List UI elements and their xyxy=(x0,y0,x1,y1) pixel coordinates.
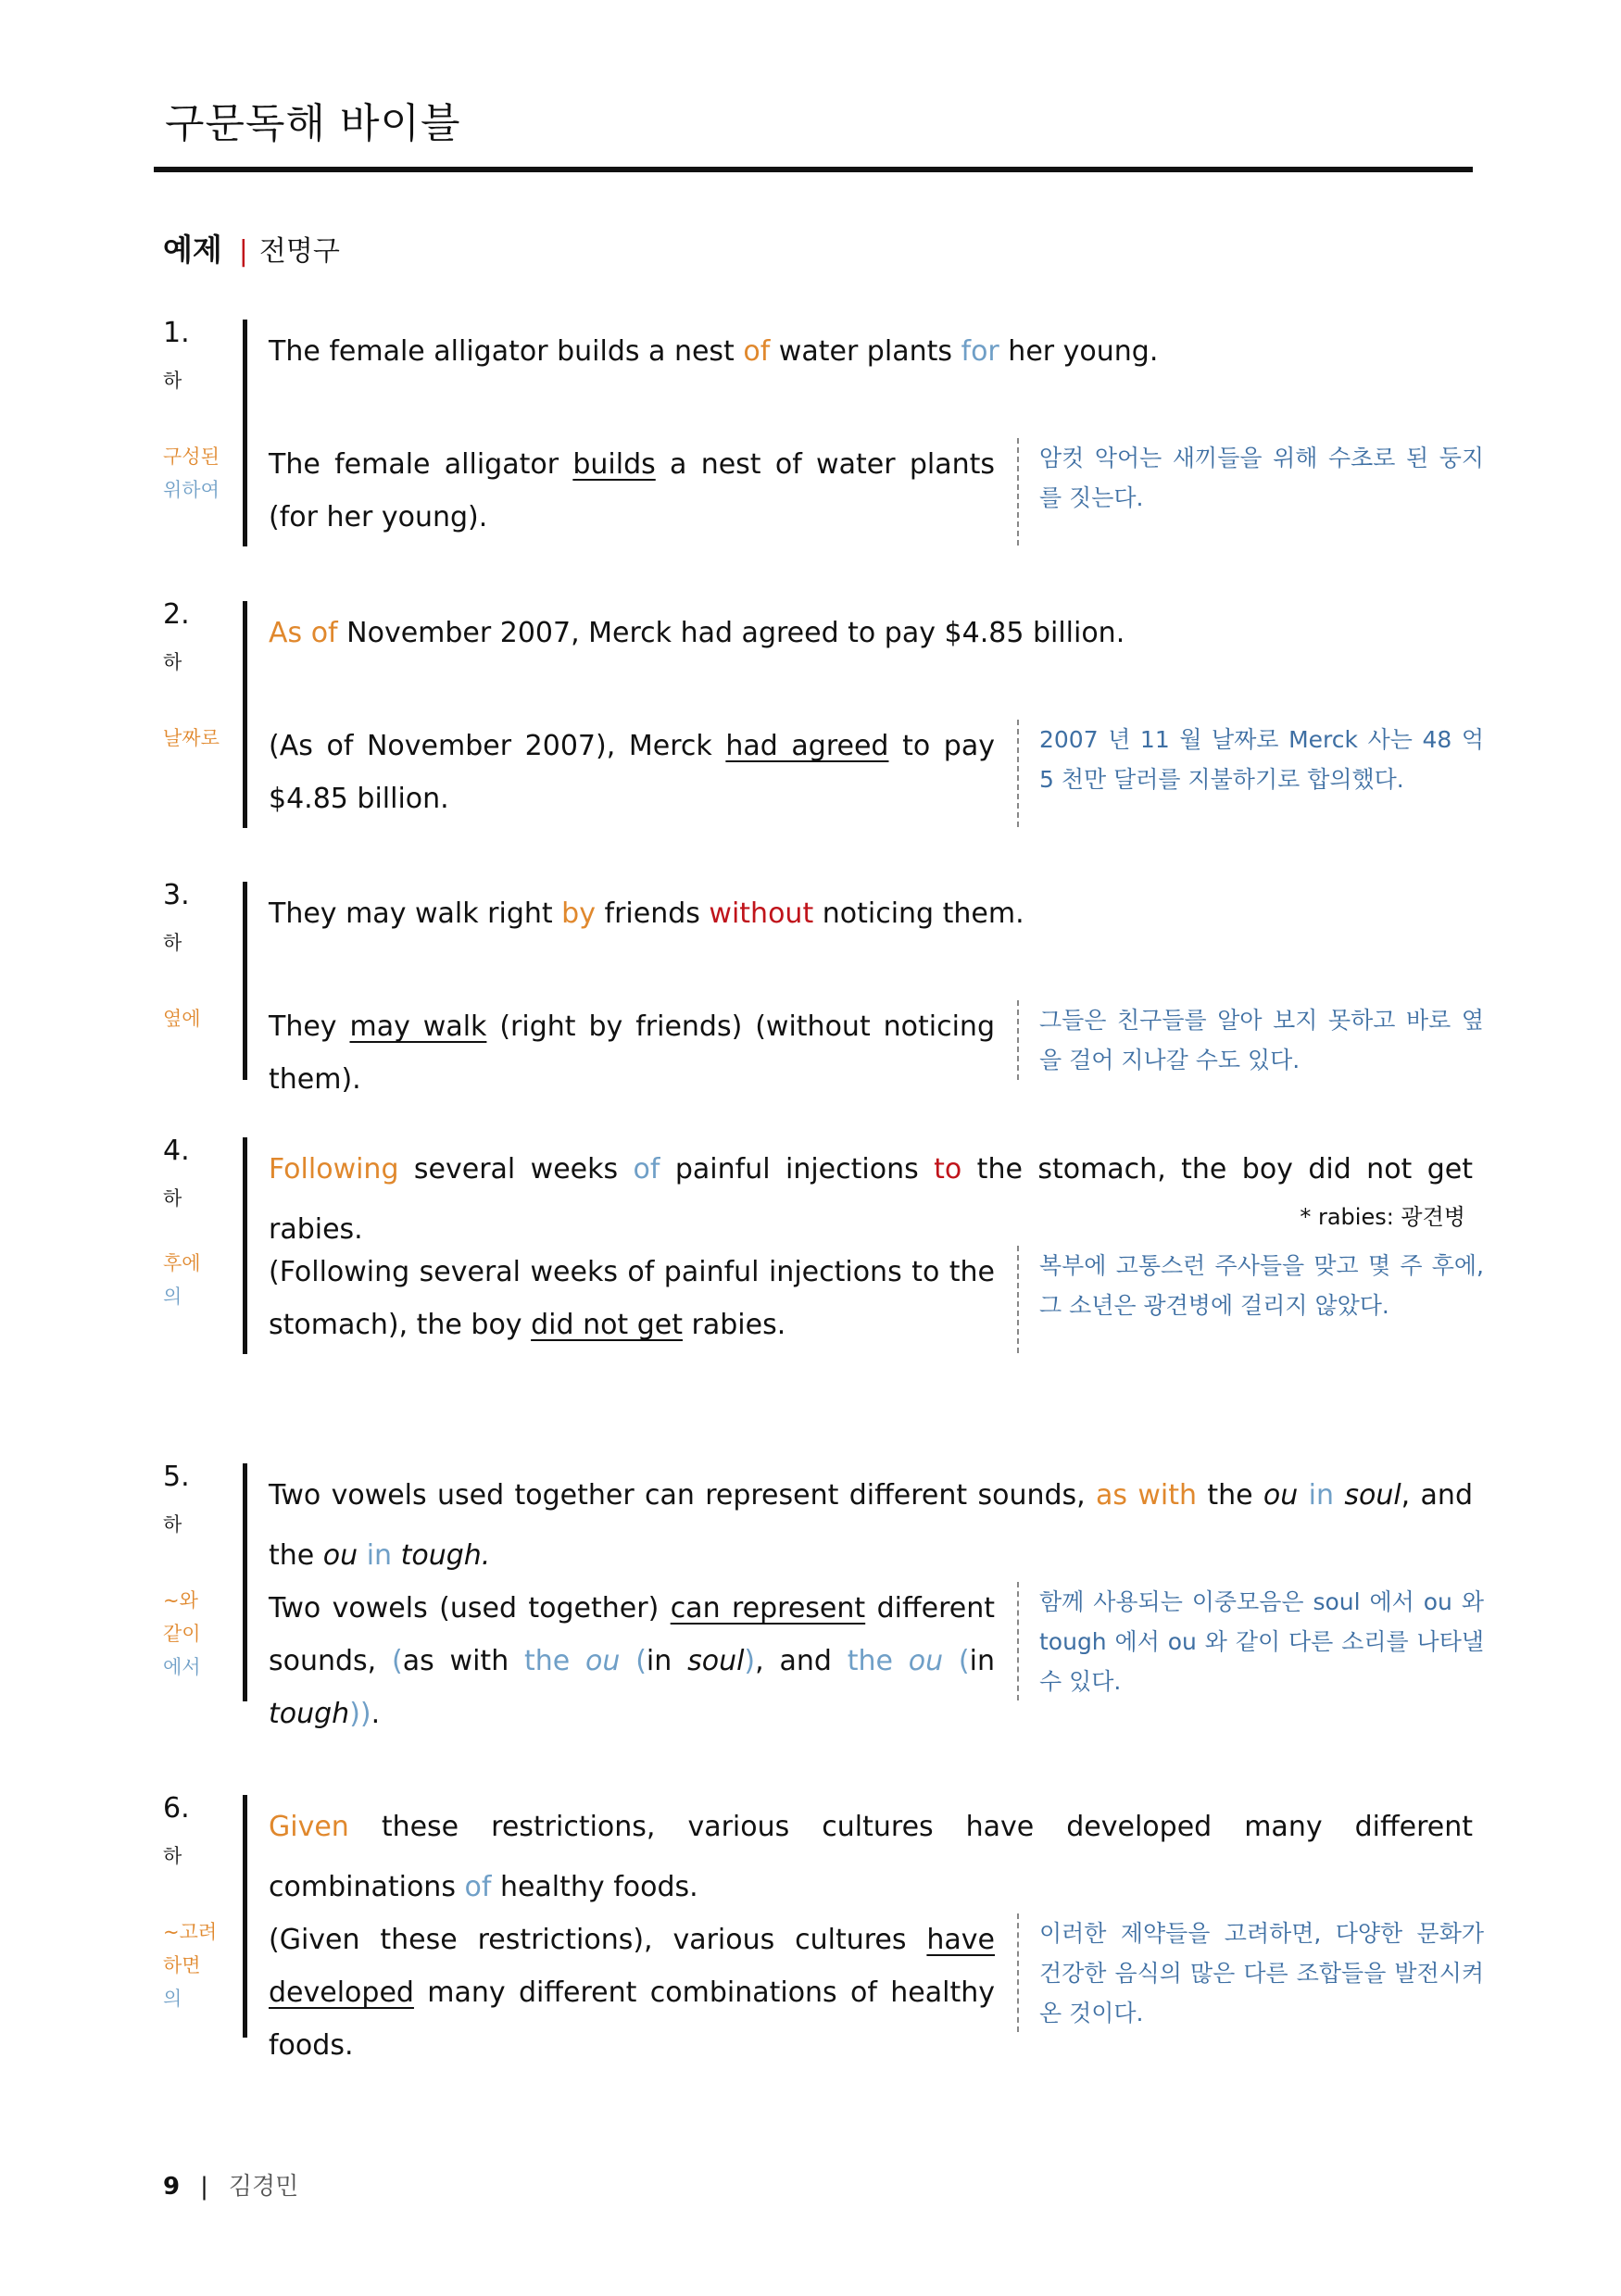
text-segment: the xyxy=(1197,1479,1263,1512)
text-segment: friends xyxy=(595,897,710,930)
item-number: 6. xyxy=(163,1792,190,1825)
sentence-analysis xyxy=(269,438,995,544)
example-item xyxy=(163,1135,1484,1354)
gloss-line: ~고려 xyxy=(163,1921,218,1943)
gloss-notes xyxy=(163,1002,228,1035)
section-subtitle: 전명구 xyxy=(258,235,340,268)
item-bar xyxy=(243,1795,247,2038)
highlighted-word: in xyxy=(1298,1479,1334,1512)
text-segment: ou xyxy=(322,1539,358,1572)
text-segment: , and xyxy=(755,1645,848,1677)
example-item xyxy=(163,1792,1484,2062)
text-segment: They may walk right xyxy=(269,897,562,930)
original-sentence xyxy=(269,1797,1473,1917)
korean-translation: 이러한 제약들을 고려하면, 다양한 문화가 건강한 음식의 많은 다른 조합들을 발전시켜 온 것이다. xyxy=(1017,1913,1484,2032)
page-footer xyxy=(163,2167,298,2202)
sentence-analysis xyxy=(269,1000,995,1106)
text-segment: the stomach, the boy did not get rabies. xyxy=(269,1153,1473,1246)
highlighted-word: of xyxy=(464,1871,492,1903)
gloss-line: 같이 xyxy=(163,1623,201,1645)
gloss-line: 옆에 xyxy=(163,1008,201,1030)
gloss-line: 후에 xyxy=(163,1252,201,1274)
text-segment: a nest of water plants (for her young). xyxy=(269,448,995,533)
item-number-column xyxy=(163,598,237,675)
text-segment: (Following several weeks of painful injections to the stomach), the boy xyxy=(269,1256,995,1341)
underlined-verb: did not get xyxy=(531,1309,683,1341)
gloss-notes xyxy=(163,1915,228,2015)
underlined-verb: may walk xyxy=(349,1010,487,1043)
highlighted-word: ou xyxy=(585,1645,621,1677)
difficulty-level: 하 xyxy=(163,932,182,954)
text-segment: in xyxy=(969,1645,995,1677)
korean-translation: 암컷 악어는 새끼들을 위해 수초로 된 둥지를 짓는다. xyxy=(1017,438,1484,546)
text-segment: water plants xyxy=(770,335,961,368)
gloss-notes xyxy=(163,1584,228,1684)
highlighted-word: ( xyxy=(392,1645,403,1677)
text-segment: (Given these restrictions), various cultures xyxy=(269,1924,927,1956)
item-bar xyxy=(243,320,247,546)
item-bar xyxy=(243,882,247,1080)
highlighted-word: Following xyxy=(269,1153,399,1186)
gloss-line: 구성된 xyxy=(163,445,220,468)
highlighted-word: of xyxy=(633,1153,660,1186)
text-segment: rabies. xyxy=(683,1309,786,1341)
item-bar xyxy=(243,601,247,828)
footer-divider: | xyxy=(200,2173,208,2201)
gloss-line: 하면 xyxy=(163,1954,201,1976)
page-number: 9 xyxy=(163,2173,181,2201)
highlighted-word: to xyxy=(934,1153,962,1186)
example-item xyxy=(163,598,1484,828)
text-segment: healthy foods. xyxy=(491,1871,698,1903)
highlighted-word: of xyxy=(743,335,771,368)
sentence-analysis xyxy=(269,720,995,825)
sentence-analysis xyxy=(269,1246,995,1351)
text-segment: in xyxy=(646,1645,688,1677)
highlighted-word: Given xyxy=(269,1811,349,1843)
text-segment: soul xyxy=(687,1645,745,1677)
author-name: 김경민 xyxy=(228,2173,299,2201)
text-segment: , and the xyxy=(269,1479,1473,1572)
gloss-line: ~와 xyxy=(163,1589,198,1612)
highlighted-word: in xyxy=(358,1539,393,1572)
highlighted-word: )) xyxy=(349,1698,371,1730)
item-number: 3. xyxy=(163,879,190,911)
text-segment: Two vowels (used together) xyxy=(269,1592,671,1625)
difficulty-level: 하 xyxy=(163,1187,182,1210)
underlined-verb: can represent xyxy=(670,1592,866,1625)
text-segment: tough xyxy=(269,1698,350,1730)
text-segment: tough. xyxy=(400,1539,491,1572)
original-sentence xyxy=(269,603,1473,663)
text-segment: as with xyxy=(402,1645,525,1677)
text-segment: The female alligator xyxy=(269,448,573,481)
item-number-column xyxy=(163,1463,237,1537)
underlined-verb: had agreed xyxy=(725,730,889,762)
item-number: 2. xyxy=(163,598,190,631)
text-segment: painful injections xyxy=(660,1153,935,1186)
gloss-line: 의 xyxy=(163,1286,182,1308)
book-title: 구문독해 바이블 xyxy=(165,100,461,147)
example-item xyxy=(163,879,1484,1096)
text-segment: many different combinations of healthy foods. xyxy=(269,1976,995,2062)
highlighted-word: without xyxy=(709,897,814,930)
text-segment: . xyxy=(371,1698,381,1730)
text-segment: her young. xyxy=(999,335,1159,368)
example-item xyxy=(163,1461,1484,1730)
original-sentence xyxy=(269,884,1473,944)
gloss-line: 날짜로 xyxy=(163,727,220,749)
item-number-column xyxy=(163,1137,237,1211)
gloss-notes xyxy=(163,721,228,755)
highlighted-word: the xyxy=(847,1645,909,1677)
highlighted-word: ( xyxy=(943,1645,970,1677)
original-sentence xyxy=(269,1139,1473,1260)
text-segment: (As of November 2007), Merck xyxy=(269,730,726,762)
item-number: 5. xyxy=(163,1461,190,1493)
section-divider: | xyxy=(238,235,248,268)
text-segment: (right by friends) (without noticing them). xyxy=(269,1010,995,1096)
gloss-notes xyxy=(163,1247,228,1313)
example-item xyxy=(163,317,1484,546)
korean-translation: 그들은 친구들를 알아 보지 못하고 바로 옆을 걸어 지나갈 수도 있다. xyxy=(1017,1000,1484,1080)
gloss-line: 위하여 xyxy=(163,479,220,501)
text-segment: several weeks xyxy=(398,1153,634,1186)
item-number-column xyxy=(163,317,237,394)
text-segment: these restrictions, various cultures have developed many different combinations xyxy=(269,1811,1473,1903)
difficulty-level: 하 xyxy=(163,1845,182,1867)
korean-translation: 2007 년 11 월 날짜로 Merck 사는 48 억 5 천만 달러를 지불하기로 합의했다. xyxy=(1017,720,1484,827)
item-number: 1. xyxy=(163,317,190,349)
item-number: 4. xyxy=(163,1135,190,1167)
highlighted-word: As of xyxy=(269,617,338,649)
sentence-analysis xyxy=(269,1913,995,2072)
item-number-column xyxy=(163,1792,237,1869)
highlighted-word: as with xyxy=(1096,1479,1198,1512)
highlighted-word: ) xyxy=(744,1645,756,1677)
item-number-column xyxy=(163,879,237,956)
underlined-verb: builds xyxy=(572,448,656,481)
gloss-line: 의 xyxy=(163,1988,182,2010)
text-segment: Two vowels used together can represent different sounds, xyxy=(269,1479,1097,1512)
text-segment: They xyxy=(269,1010,350,1043)
original-sentence xyxy=(269,1465,1473,1586)
item-bar xyxy=(243,1463,247,1701)
korean-translation: 복부에 고통스런 주사들을 맞고 몇 주 후에, 그 소년은 광견병에 걸리지 않았다. xyxy=(1017,1246,1484,1353)
sentence-analysis xyxy=(269,1582,995,1740)
footnote: * rabies: 광견병 xyxy=(1300,1204,1465,1230)
original-sentence xyxy=(269,321,1473,382)
highlighted-word: the xyxy=(524,1645,586,1677)
text-segment: soul xyxy=(1344,1479,1401,1512)
text-segment: different sounds, xyxy=(269,1592,995,1677)
section-heading xyxy=(163,226,340,270)
text-segment: November 2007, Merck had agreed to pay $4.85 billion. xyxy=(337,617,1125,649)
page-header xyxy=(163,100,1478,147)
difficulty-level: 하 xyxy=(163,651,182,673)
text-segment xyxy=(1334,1479,1344,1512)
difficulty-level: 하 xyxy=(163,370,182,392)
text-segment: ou xyxy=(1263,1479,1299,1512)
text-segment: The female alligator builds a nest xyxy=(269,335,744,368)
item-bar xyxy=(243,1137,247,1354)
difficulty-level: 하 xyxy=(163,1513,182,1536)
korean-translation: 함께 사용되는 이중모음은 soul 에서 ou 와 tough 에서 ou 와 같이 다른 소리를 나타낼 수 있다. xyxy=(1017,1582,1484,1700)
gloss-line: 에서 xyxy=(163,1656,201,1678)
underlined-verb: have developed xyxy=(269,1924,995,2009)
highlighted-word: ou xyxy=(908,1645,944,1677)
highlighted-word: ( xyxy=(620,1645,647,1677)
section-title: 예제 xyxy=(163,232,222,268)
text-segment xyxy=(392,1539,401,1572)
highlighted-word: by xyxy=(561,897,596,930)
text-segment: to pay $4.85 billion. xyxy=(269,730,995,815)
header-rule xyxy=(154,167,1473,172)
gloss-notes xyxy=(163,440,228,507)
highlighted-word: for xyxy=(961,335,999,368)
text-segment: noticing them. xyxy=(813,897,1024,930)
